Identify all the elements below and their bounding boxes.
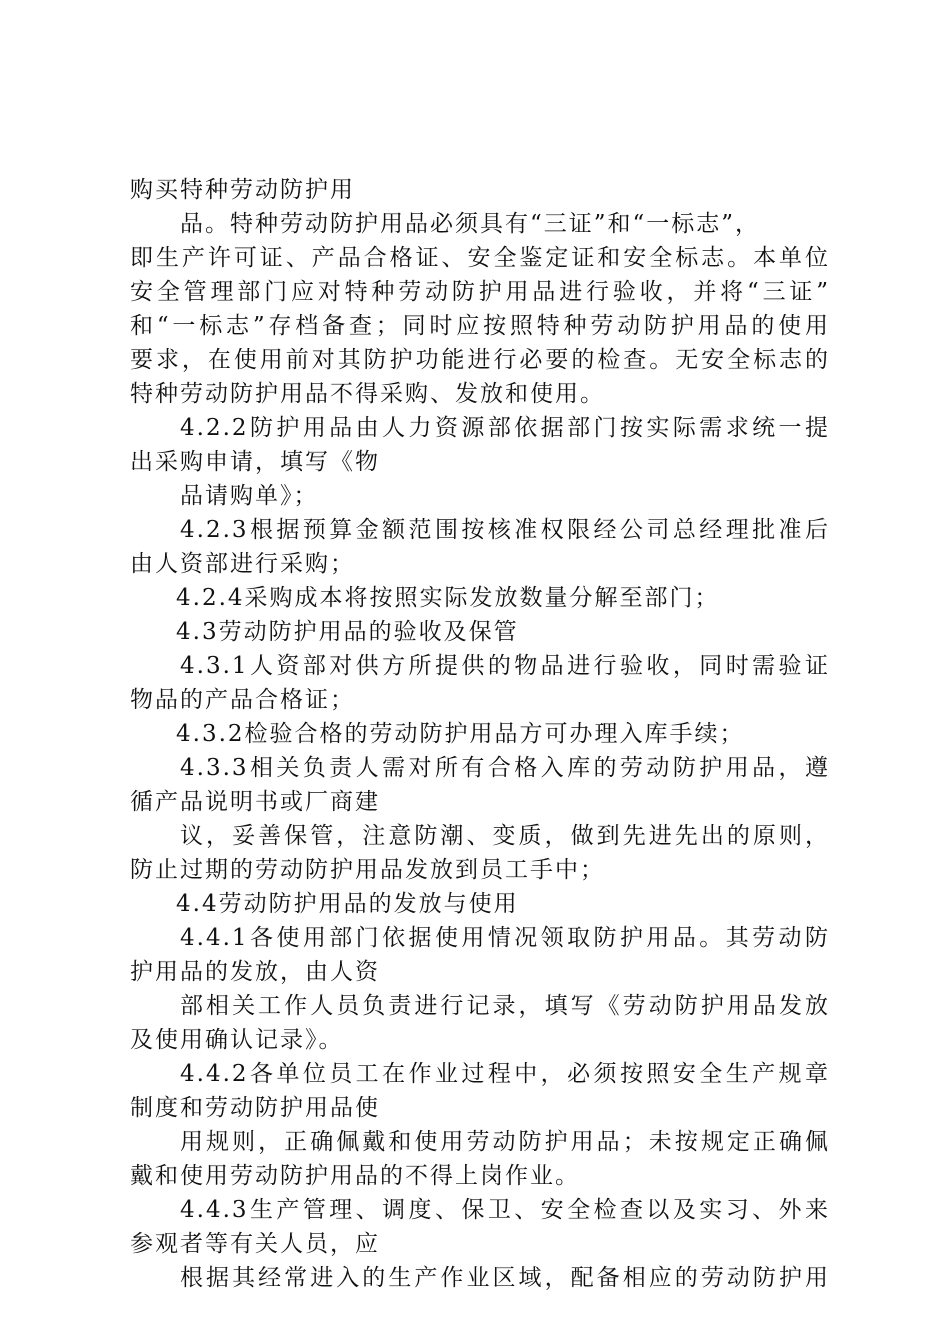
text-line: 要求，在使用前对其防护功能进行必要的检查。无安全标志的 [130,347,830,373]
text-line: 4.4.3生产管理、调度、保卫、安全检查以及实习、外来 [180,1197,830,1223]
text-line: 物品的产品合格证； [130,687,355,713]
text-line: 品。特种劳动防护用品必须具有“三证”和“一标志”， [180,211,761,237]
text-line: 及使用确认记录》。 [130,1027,344,1053]
document-body [130,173,830,1295]
text-line: 制度和劳动防护用品使 [130,1095,380,1121]
text-line: 安全管理部门应对特种劳动防护用品进行验收，并将“三证” [130,279,830,305]
text-line: 防止过期的劳动防护用品发放到员工手中； [130,857,605,883]
text-line: 即生产许可证、产品合格证、安全鉴定证和安全标志。本单位 [130,245,830,271]
text-line: 4.2.4采购成本将按照实际发放数量分解至部门； [176,585,720,611]
text-line: 出采购申请，填写《物 [130,449,380,475]
text-line: 参观者等有关人员，应 [130,1231,380,1257]
text-line: 4.2.3根据预算金额范围按核准权限经公司总经理批准后 [180,517,830,543]
text-line: 4.2.2防护用品由人力资源部依据部门按实际需求统一提 [180,415,830,441]
text-line: 特种劳动防护用品不得采购、发放和使用。 [130,381,605,407]
section-heading: 4.4劳动防护用品的发放与使用 [176,891,519,917]
text-line: 部相关工作人员负责进行记录，填写《劳动防护用品发放 [180,993,830,1019]
text-line: 用规则，正确佩戴和使用劳动防护用品；未按规定正确佩 [180,1129,830,1155]
text-line: 4.4.2各单位员工在作业过程中，必须按照安全生产规章 [180,1061,830,1087]
text-line: 4.3.3相关负责人需对所有合格入库的劳动防护用品，遵 [180,755,830,781]
text-line: 和“一标志”存档备查；同时应按照特种劳动防护用品的使用 [130,313,830,339]
text-line: 购买特种劳动防护用 [130,177,355,203]
text-line: 4.3.2检验合格的劳动防护用品方可办理入库手续； [176,721,745,747]
text-line: 循产品说明书或厂商建 [130,789,380,815]
text-line: 4.4.1各使用部门依据使用情况领取防护用品。其劳动防 [180,925,830,951]
text-line: 议，妥善保管，注意防潮、变质，做到先进先出的原则， [180,823,830,849]
text-line: 戴和使用劳动防护用品的不得上岗作业。 [130,1163,580,1189]
text-line: 4.3.1人资部对供方所提供的物品进行验收，同时需验证 [180,653,830,679]
section-heading: 4.3劳动防护用品的验收及保管 [176,619,519,645]
text-line: 根据其经常进入的生产作业区域，配备相应的劳动防护用 [180,1265,830,1291]
text-line: 护用品的发放，由人资 [130,959,380,985]
text-line: 品请购单》； [180,483,319,509]
text-line: 由人资部进行采购； [130,551,355,577]
